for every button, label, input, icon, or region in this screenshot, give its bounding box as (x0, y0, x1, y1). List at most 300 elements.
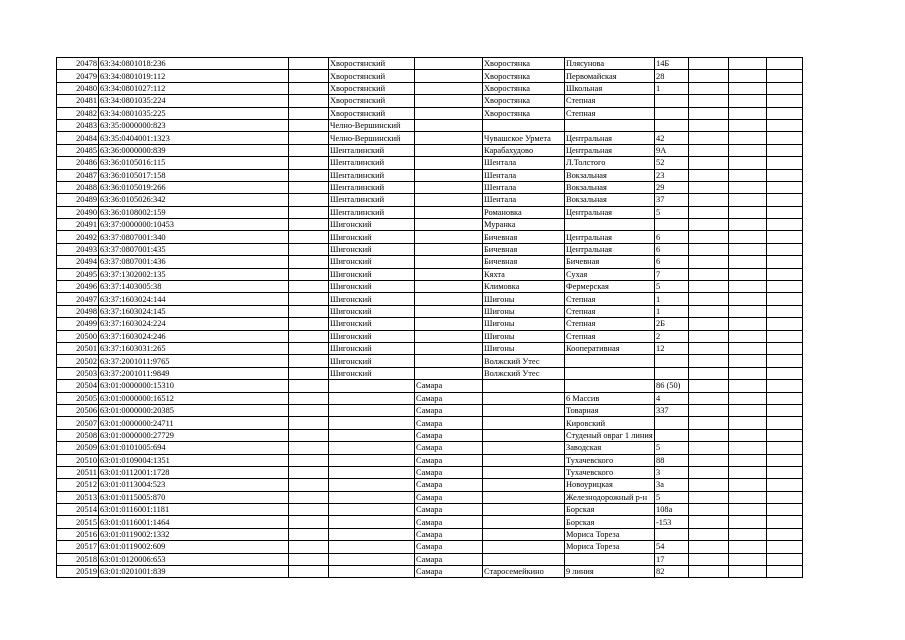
cell-col-k (767, 206, 803, 218)
cell-street: Степная (565, 330, 655, 342)
cell-col-k (767, 194, 803, 206)
cell-house: 17 (655, 553, 689, 565)
cell-city (415, 144, 483, 156)
cell-street: Вокзальная (565, 169, 655, 181)
cell-col-k (767, 268, 803, 280)
cell-house (655, 429, 689, 441)
cell-house (655, 95, 689, 107)
cell-district: Хворостянский (329, 95, 415, 107)
cell-col-k (767, 330, 803, 342)
table-row (57, 243, 803, 255)
cell-col-c (289, 107, 329, 119)
cell-house: 52 (655, 157, 689, 169)
cell-cadastral-number: 63:34:0801018:236 (99, 58, 289, 70)
cell-row-number: 20480 (57, 82, 99, 94)
cell-cadastral-number: 63:01:0115005:870 (99, 491, 289, 503)
table-row (57, 256, 803, 268)
cell-cadastral-number: 63:01:0116001:1181 (99, 504, 289, 516)
cell-row-number: 20502 (57, 355, 99, 367)
cell-locality (483, 119, 565, 131)
cell-col-j (729, 417, 767, 429)
cell-house: 88 (655, 454, 689, 466)
table-row (57, 466, 803, 478)
cell-col-j (729, 256, 767, 268)
cell-house: 5 (655, 206, 689, 218)
cell-col-i (689, 243, 729, 255)
cell-col-j (729, 58, 767, 70)
cell-col-j (729, 268, 767, 280)
cell-city (415, 181, 483, 193)
cell-row-number: 20503 (57, 367, 99, 379)
cell-district (329, 553, 415, 565)
cell-city (415, 256, 483, 268)
cell-col-i (689, 566, 729, 578)
cell-col-i (689, 132, 729, 144)
cell-row-number: 20505 (57, 392, 99, 404)
cell-street: Вокзальная (565, 181, 655, 193)
cell-cadastral-number: 63:36:0108002:159 (99, 206, 289, 218)
cell-cadastral-number: 63:01:0201001:839 (99, 566, 289, 578)
cell-col-k (767, 553, 803, 565)
cell-district: Шенталинский (329, 194, 415, 206)
cell-col-c (289, 219, 329, 231)
cell-col-k (767, 380, 803, 392)
cell-row-number: 20486 (57, 157, 99, 169)
cell-col-i (689, 119, 729, 131)
table-row (57, 380, 803, 392)
cell-locality (483, 528, 565, 540)
cell-district: Шенталинский (329, 206, 415, 218)
cell-cadastral-number: 63:37:1403005:38 (99, 281, 289, 293)
cell-cadastral-number: 63:01:0116001:1464 (99, 516, 289, 528)
cell-col-i (689, 58, 729, 70)
cell-house (655, 119, 689, 131)
cell-cadastral-number: 63:01:0109004:1351 (99, 454, 289, 466)
cell-col-i (689, 491, 729, 503)
cell-locality (483, 404, 565, 416)
cell-row-number: 20515 (57, 516, 99, 528)
cell-city: Самара (415, 392, 483, 404)
cell-city: Самара (415, 528, 483, 540)
cell-district (329, 466, 415, 478)
cell-house: 9А (655, 144, 689, 156)
cell-col-j (729, 206, 767, 218)
cell-row-number: 20494 (57, 256, 99, 268)
cell-house: 12 (655, 342, 689, 354)
cell-city (415, 206, 483, 218)
cell-locality: Муранка (483, 219, 565, 231)
cell-cadastral-number: 63:34:0801035:224 (99, 95, 289, 107)
table-row (57, 454, 803, 466)
cell-cadastral-number: 63:37:1603024:246 (99, 330, 289, 342)
cell-cadastral-number: 63:01:0120006:653 (99, 553, 289, 565)
cell-locality: Шигоны (483, 330, 565, 342)
cell-col-k (767, 392, 803, 404)
cell-col-i (689, 256, 729, 268)
table-row (57, 553, 803, 565)
cell-col-k (767, 479, 803, 491)
cell-locality: Кяхта (483, 268, 565, 280)
cell-house: 1 (655, 293, 689, 305)
cell-col-i (689, 231, 729, 243)
cell-locality: Шентала (483, 181, 565, 193)
cell-col-i (689, 516, 729, 528)
cell-col-k (767, 466, 803, 478)
table-row (57, 82, 803, 94)
cell-col-c (289, 119, 329, 131)
cell-cadastral-number: 63:01:0119002:1332 (99, 528, 289, 540)
cell-locality: Шентала (483, 169, 565, 181)
cell-row-number: 20507 (57, 417, 99, 429)
table-row (57, 157, 803, 169)
cell-col-i (689, 194, 729, 206)
cell-city (415, 119, 483, 131)
cell-city: Самара (415, 429, 483, 441)
cell-city: Самара (415, 454, 483, 466)
table-row (57, 479, 803, 491)
cell-street (565, 355, 655, 367)
cell-street: Фермерская (565, 281, 655, 293)
cell-district: Шигонский (329, 231, 415, 243)
cell-col-c (289, 380, 329, 392)
cell-district: Хворостянский (329, 107, 415, 119)
cell-row-number: 20512 (57, 479, 99, 491)
cell-city: Самара (415, 541, 483, 553)
cell-city: Самара (415, 466, 483, 478)
cell-cadastral-number: 63:37:0807001:435 (99, 243, 289, 255)
cell-city (415, 194, 483, 206)
cell-col-c (289, 541, 329, 553)
cell-col-c (289, 553, 329, 565)
cell-col-j (729, 528, 767, 540)
cell-house: 28 (655, 70, 689, 82)
cell-cadastral-number: 63:01:0119002:609 (99, 541, 289, 553)
cell-street: 9 линия (565, 566, 655, 578)
cell-col-k (767, 404, 803, 416)
cell-street: Заводская (565, 442, 655, 454)
table-row (57, 330, 803, 342)
cell-house: -153 (655, 516, 689, 528)
cell-city (415, 169, 483, 181)
cell-row-number: 20506 (57, 404, 99, 416)
cell-row-number: 20519 (57, 566, 99, 578)
cell-city (415, 70, 483, 82)
table-body (57, 58, 803, 578)
cell-street (565, 553, 655, 565)
cell-house: 5 (655, 491, 689, 503)
cell-locality: Волжский Утес (483, 355, 565, 367)
cell-street: Студеный овраг 1 линия (566, 430, 653, 440)
cell-cadastral-number: 63:01:0113004:523 (99, 479, 289, 491)
cell-house: 3а (655, 479, 689, 491)
cell-locality: Климовка (483, 281, 565, 293)
cell-col-i (689, 355, 729, 367)
cell-col-j (729, 281, 767, 293)
cell-cadastral-number: 63:37:2001011:9849 (99, 367, 289, 379)
cell-street: Борская (565, 516, 655, 528)
cell-street: Новоурицкая (565, 479, 655, 491)
cell-street (565, 219, 655, 231)
cell-house: 29 (655, 181, 689, 193)
table-row (57, 70, 803, 82)
cell-district (329, 541, 415, 553)
table-row (57, 528, 803, 540)
table-row (57, 504, 803, 516)
table-row (57, 318, 803, 330)
cell-district (329, 491, 415, 503)
cell-col-k (767, 144, 803, 156)
cell-cadastral-number: 63:37:0807001:436 (99, 256, 289, 268)
cell-col-c (289, 157, 329, 169)
cell-house: 54 (655, 541, 689, 553)
cell-house: 108а (655, 504, 689, 516)
cell-col-k (767, 119, 803, 131)
cell-col-c (289, 243, 329, 255)
cell-house: 5 (655, 442, 689, 454)
cell-cadastral-number: 63:36:0105026:342 (99, 194, 289, 206)
cell-col-k (767, 169, 803, 181)
cell-city (415, 305, 483, 317)
cell-col-k (767, 243, 803, 255)
table-row (57, 194, 803, 206)
cell-street: Сухая (565, 268, 655, 280)
cell-city (415, 107, 483, 119)
cell-col-i (689, 466, 729, 478)
cell-row-number: 20513 (57, 491, 99, 503)
cell-house: 6 (655, 243, 689, 255)
cell-locality: Карабахудово (483, 144, 565, 156)
table-row (57, 417, 803, 429)
cell-col-i (689, 380, 729, 392)
cell-district: Хворостянский (329, 58, 415, 70)
cell-row-number: 20496 (57, 281, 99, 293)
cell-city (415, 157, 483, 169)
cell-col-c (289, 268, 329, 280)
cell-col-j (729, 566, 767, 578)
cell-cadastral-number: 63:01:0000000:20385 (99, 404, 289, 416)
cell-city (415, 355, 483, 367)
table-row (57, 516, 803, 528)
cell-col-j (729, 516, 767, 528)
cell-street: Кировский (565, 417, 655, 429)
cell-col-i (689, 169, 729, 181)
cell-cadastral-number: 63:34:0801035:225 (99, 107, 289, 119)
cell-locality: Шигоны (483, 342, 565, 354)
cell-col-k (767, 95, 803, 107)
cell-city: Самара (415, 404, 483, 416)
cell-city: Самара (415, 442, 483, 454)
cell-house (655, 355, 689, 367)
cell-col-j (729, 157, 767, 169)
cell-col-j (729, 194, 767, 206)
cell-locality (483, 442, 565, 454)
cell-row-number: 20493 (57, 243, 99, 255)
cell-street: Л.Толстого (565, 157, 655, 169)
cell-col-j (729, 380, 767, 392)
cell-cadastral-number: 63:37:1603031:265 (99, 342, 289, 354)
cell-district: Шигонский (329, 355, 415, 367)
cell-col-i (689, 367, 729, 379)
cell-col-k (767, 355, 803, 367)
table-row (57, 281, 803, 293)
cell-house: 86 (50) (655, 380, 689, 392)
cell-col-j (729, 541, 767, 553)
cell-cadastral-number: 63:36:0105019:266 (99, 181, 289, 193)
cell-col-j (729, 305, 767, 317)
cell-col-j (729, 454, 767, 466)
cell-district (329, 429, 415, 441)
cell-row-number: 20482 (57, 107, 99, 119)
cell-col-j (729, 330, 767, 342)
table-row (57, 541, 803, 553)
cell-col-c (289, 504, 329, 516)
cell-row-number: 20508 (57, 429, 99, 441)
cell-col-c (289, 70, 329, 82)
cell-cadastral-number: 63:01:0000000:24711 (99, 417, 289, 429)
cell-row-number: 20510 (57, 454, 99, 466)
cell-col-i (689, 305, 729, 317)
table-row (57, 491, 803, 503)
cell-locality (483, 429, 565, 441)
table-row (57, 119, 803, 131)
table-row (57, 107, 803, 119)
cell-row-number: 20517 (57, 541, 99, 553)
cell-col-j (729, 95, 767, 107)
cell-col-i (689, 281, 729, 293)
cell-district (329, 454, 415, 466)
cell-district: Шенталинский (329, 157, 415, 169)
cell-city (415, 367, 483, 379)
cell-col-c (289, 231, 329, 243)
cell-col-c (289, 256, 329, 268)
cell-district: Хворостянский (329, 82, 415, 94)
cell-col-k (767, 281, 803, 293)
cell-col-j (729, 491, 767, 503)
cell-street: Первомайская (565, 70, 655, 82)
cell-city (415, 293, 483, 305)
cell-row-number: 20491 (57, 219, 99, 231)
cell-district (329, 404, 415, 416)
cell-street: Степная (565, 318, 655, 330)
cell-col-j (729, 442, 767, 454)
cell-col-j (729, 479, 767, 491)
cell-col-k (767, 58, 803, 70)
cell-col-k (767, 157, 803, 169)
table-row (57, 268, 803, 280)
cell-house: 14Б (655, 58, 689, 70)
cell-house (655, 528, 689, 540)
cell-col-j (729, 367, 767, 379)
cell-col-j (729, 318, 767, 330)
cell-col-c (289, 95, 329, 107)
cell-col-i (689, 404, 729, 416)
cell-col-i (689, 541, 729, 553)
cell-col-j (729, 466, 767, 478)
cell-cadastral-number: 63:37:1302002:135 (99, 268, 289, 280)
cell-col-k (767, 293, 803, 305)
cell-house: 1 (655, 305, 689, 317)
cell-district: Шигонский (329, 219, 415, 231)
cell-cadastral-number: 63:01:0000000:15310 (99, 380, 289, 392)
table-row (57, 231, 803, 243)
cell-row-number: 20514 (57, 504, 99, 516)
cell-row-number: 20495 (57, 268, 99, 280)
cell-col-j (729, 181, 767, 193)
cell-col-i (689, 454, 729, 466)
cell-col-c (289, 466, 329, 478)
cell-col-c (289, 305, 329, 317)
cell-cadastral-number: 63:37:1603024:224 (99, 318, 289, 330)
cell-district: Хворостянский (329, 70, 415, 82)
cell-col-k (767, 541, 803, 553)
cell-col-j (729, 504, 767, 516)
cell-city (415, 330, 483, 342)
cell-col-c (289, 281, 329, 293)
cell-col-c (289, 293, 329, 305)
cell-cadastral-number: 63:37:1603024:145 (99, 305, 289, 317)
cell-col-i (689, 70, 729, 82)
cell-house: 337 (655, 404, 689, 416)
cell-city: Самара (415, 516, 483, 528)
cell-city: Самара (415, 479, 483, 491)
cell-col-i (689, 181, 729, 193)
cell-district (329, 417, 415, 429)
cell-row-number: 20516 (57, 528, 99, 540)
cell-district: Шенталинский (329, 144, 415, 156)
cell-col-i (689, 417, 729, 429)
cell-locality: Старосемейкино (483, 566, 565, 578)
cell-city (415, 219, 483, 231)
table-row (57, 392, 803, 404)
cell-city: Самара (415, 566, 483, 578)
cell-col-k (767, 491, 803, 503)
cell-district (329, 516, 415, 528)
cell-locality: Хворостянка (483, 70, 565, 82)
cell-col-j (729, 355, 767, 367)
cell-col-j (729, 293, 767, 305)
cell-house: 37 (655, 194, 689, 206)
cell-house: 42 (655, 132, 689, 144)
table-row (57, 169, 803, 181)
cell-col-k (767, 231, 803, 243)
cell-house: 82 (655, 566, 689, 578)
cell-col-k (767, 442, 803, 454)
cell-col-i (689, 293, 729, 305)
cell-district: Шигонский (329, 293, 415, 305)
cell-locality (483, 417, 565, 429)
cell-street: Тухачевского (565, 466, 655, 478)
cell-col-k (767, 367, 803, 379)
cell-house: 1 (655, 82, 689, 94)
cell-col-c (289, 566, 329, 578)
cell-col-i (689, 219, 729, 231)
cell-house: 6 (655, 256, 689, 268)
cell-locality (483, 454, 565, 466)
cell-col-k (767, 566, 803, 578)
cell-city (415, 132, 483, 144)
cell-district: Шенталинский (329, 169, 415, 181)
cell-street: Степная (565, 107, 655, 119)
cell-district: Челно-Вершинский (329, 119, 415, 131)
cell-district: Шигонский (329, 256, 415, 268)
cell-col-k (767, 429, 803, 441)
cell-col-j (729, 82, 767, 94)
cell-house (655, 367, 689, 379)
cell-col-c (289, 181, 329, 193)
cell-col-j (729, 404, 767, 416)
cell-row-number: 20498 (57, 305, 99, 317)
cell-col-j (729, 119, 767, 131)
